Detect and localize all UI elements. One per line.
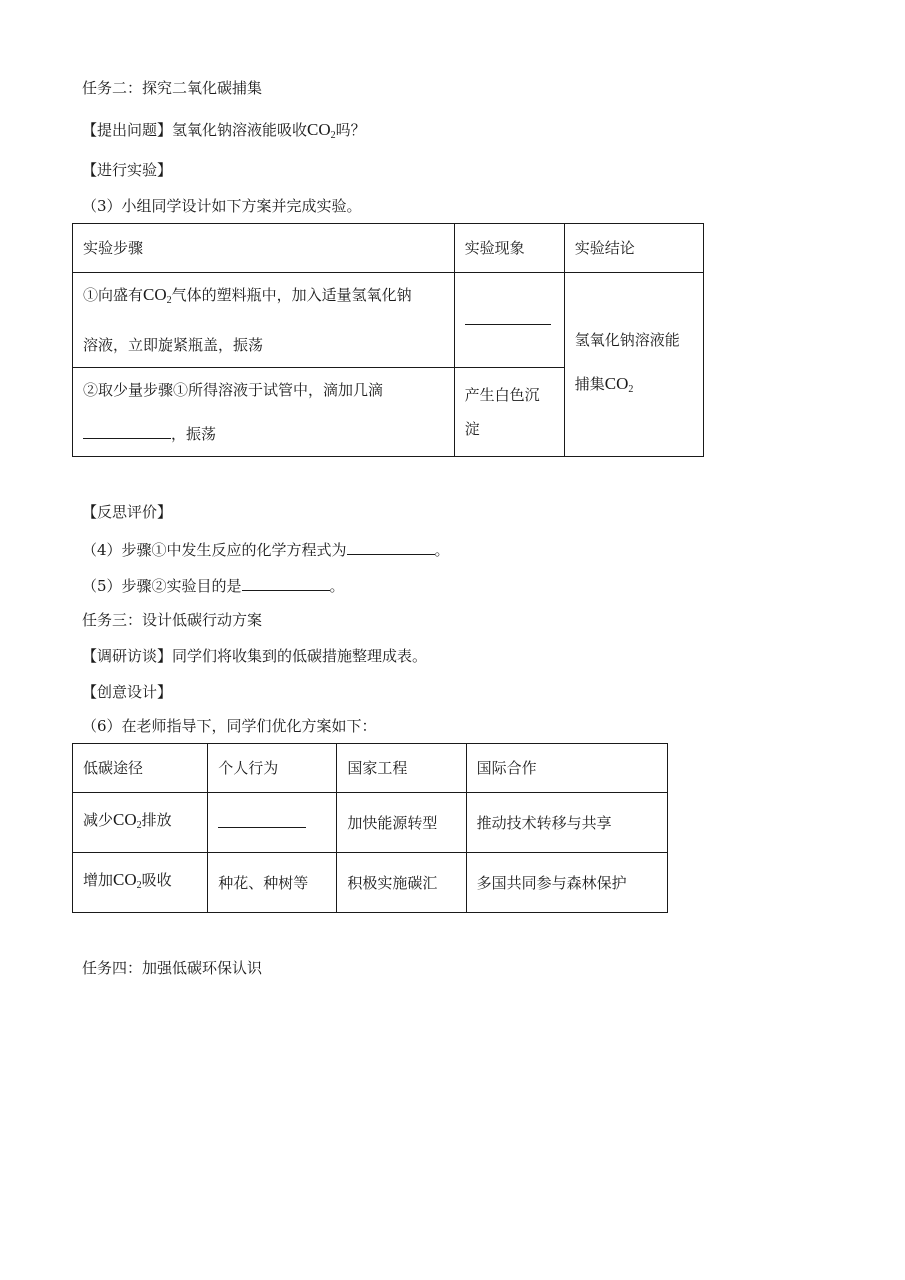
table-row bbox=[73, 273, 704, 368]
table-header-row bbox=[73, 744, 668, 793]
question-3: （3）小组同学设计如下方案并完成实验。 bbox=[82, 197, 362, 215]
step-1-cell: ①向盛有$CO_2$气体的塑料瓶中，加入适量氢氧化钠 溶液，立即旋紧瓶盖，振荡 bbox=[73, 273, 455, 368]
way-reduce-cell: 减少$CO_2$排放 bbox=[73, 793, 208, 853]
co2-formula: $CO_2$ bbox=[143, 285, 172, 306]
reflect-label: 【反思评价】 bbox=[82, 503, 173, 521]
international-1-cell: 推动技术转移与共享 bbox=[466, 793, 667, 853]
survey-line: 【调研访谈】同学们将收集到的低碳措施整理成表。 bbox=[82, 647, 428, 665]
header-phenomenon: 实验现象 bbox=[454, 224, 564, 273]
national-2-cell: 积极实施碳汇 bbox=[337, 853, 466, 913]
answer-blank[interactable] bbox=[465, 310, 551, 325]
table-header-row bbox=[73, 224, 704, 273]
personal-2-cell: 种花、种树等 bbox=[208, 853, 337, 913]
question-4: （4）步骤①中发生反应的化学方程式为 。 bbox=[82, 541, 450, 559]
experiment-table bbox=[72, 223, 704, 457]
experiment-label: 【进行实验】 bbox=[82, 161, 173, 179]
header-conclusion: 实验结论 bbox=[564, 224, 703, 273]
co2-formula: $CO_2$ bbox=[604, 373, 634, 395]
phenomenon-2-cell: 产生白色沉淀 bbox=[454, 368, 564, 457]
step-2-cell: ②取少量步骤①所得溶液于试管中，滴加几滴 ，振荡 bbox=[73, 368, 455, 457]
answer-blank[interactable] bbox=[218, 813, 306, 828]
header-international: 国际合作 bbox=[466, 744, 667, 793]
question-text-pre: 氢氧化钠溶液能吸收 bbox=[172, 121, 308, 139]
national-1-cell: 加快能源转型 bbox=[337, 793, 466, 853]
question-line bbox=[82, 120, 366, 146]
table-row bbox=[73, 853, 668, 913]
question-label: 【提出问题】 bbox=[82, 121, 173, 139]
answer-blank[interactable] bbox=[83, 424, 171, 439]
task2-title: 任务二：探究二氧化碳捕集 bbox=[82, 79, 263, 97]
question-6: （6）在老师指导下，同学们优化方案如下： bbox=[82, 717, 377, 735]
low-carbon-plan-table bbox=[72, 743, 668, 913]
header-way: 低碳途径 bbox=[73, 744, 208, 793]
co2-formula: $CO_2$ bbox=[307, 120, 336, 141]
personal-blank-cell bbox=[208, 793, 337, 853]
co2-formula: $CO_2$ bbox=[113, 809, 142, 831]
header-national: 国家工程 bbox=[337, 744, 466, 793]
co2-formula: $CO_2$ bbox=[113, 869, 142, 891]
header-personal: 个人行为 bbox=[208, 744, 337, 793]
question-text-post: 吗？ bbox=[335, 121, 366, 139]
way-increase-cell: 增加$CO_2$吸收 bbox=[73, 853, 208, 913]
question-5: （5）步骤②实验目的是 。 bbox=[82, 577, 345, 595]
task3-title: 任务三：设计低碳行动方案 bbox=[82, 611, 263, 629]
table-row bbox=[73, 793, 668, 853]
conclusion-cell: 氢氧化钠溶液能 捕集$CO_2$ bbox=[564, 273, 703, 457]
header-step: 实验步骤 bbox=[73, 224, 455, 273]
task4-title: 任务四：加强低碳环保认识 bbox=[82, 959, 263, 977]
answer-blank[interactable] bbox=[347, 540, 435, 555]
phenomenon-1-blank-cell bbox=[454, 273, 564, 368]
design-label: 【创意设计】 bbox=[82, 683, 173, 701]
answer-blank[interactable] bbox=[242, 576, 330, 591]
international-2-cell: 多国共同参与森林保护 bbox=[466, 853, 667, 913]
